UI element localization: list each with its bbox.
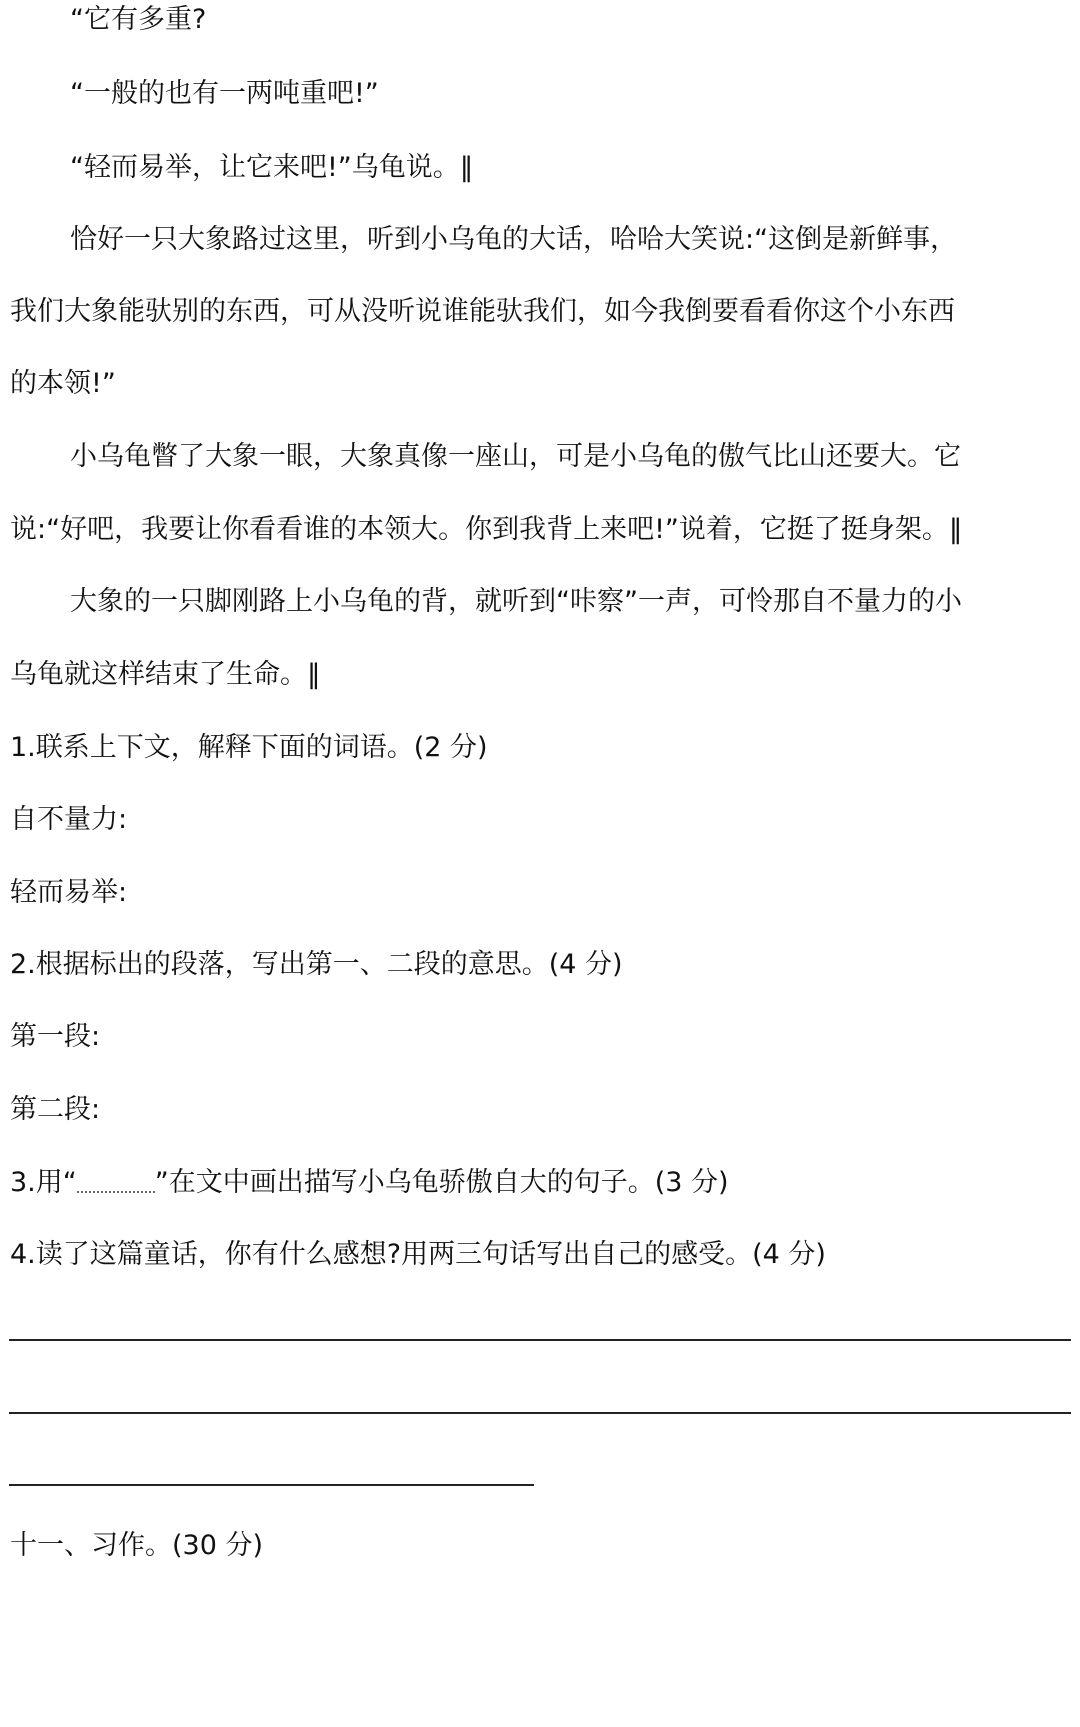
question-3 [10,1165,1070,1201]
story-line-8: 说:“好吧，我要让你看看谁的本领大。你到我背上来吧!”说着，它挺了挺身架。‖ [10,514,963,545]
story-line-10: 乌龟就这样结束了生命。‖ [10,659,321,690]
story-line-7: 小乌龟瞥了大象一眼，大象真像一座山，可是小乌龟的傲气比山还要大。它 [70,441,961,472]
question-3-suffix: ”在文中画出描写小乌龟骄傲自大的句子。(3 分) [154,1167,729,1198]
wavy-underline-mark [77,1181,155,1193]
story-line-1: “它有多重? [70,4,207,35]
story-line-4: 恰好一只大象路过这里，听到小乌龟的大话，哈哈大笑说:“这倒是新鲜事， [70,224,958,255]
story-line-6: 的本领!” [10,368,116,399]
question-3-prefix: 3.用“ [10,1167,77,1198]
answer-line-3 [9,1484,534,1486]
story-line-2: “一般的也有一两吨重吧!” [70,78,379,109]
story-line-5: 我们大象能驮别的东西，可从没听说谁能驮我们，如今我倒要看看你这个小东西 [10,296,955,327]
question-2-part-a: 第一段: [10,1021,101,1052]
question-4: 4.读了这篇童话，你有什么感想?用两三句话写出自己的感受。(4 分) [10,1239,826,1270]
answer-line-1 [9,1339,1071,1341]
question-1-term-b: 轻而易举: [10,877,128,908]
answer-line-2 [9,1412,1071,1414]
story-line-9: 大象的一只脚刚路上小乌龟的背，就听到“咔察”一声，可怜那自不量力的小 [70,586,962,617]
question-2: 2.根据标出的段落，写出第一、二段的意思。(4 分) [10,949,623,980]
story-line-3: “轻而易举，让它来吧!”乌龟说。‖ [70,152,474,183]
question-2-part-b: 第二段: [10,1094,101,1125]
section-title: 十一、习作。(30 分) [10,1530,264,1561]
question-1: 1.联系上下文，解释下面的词语。(2 分) [10,732,488,763]
question-1-term-a: 自不量力: [10,804,128,835]
